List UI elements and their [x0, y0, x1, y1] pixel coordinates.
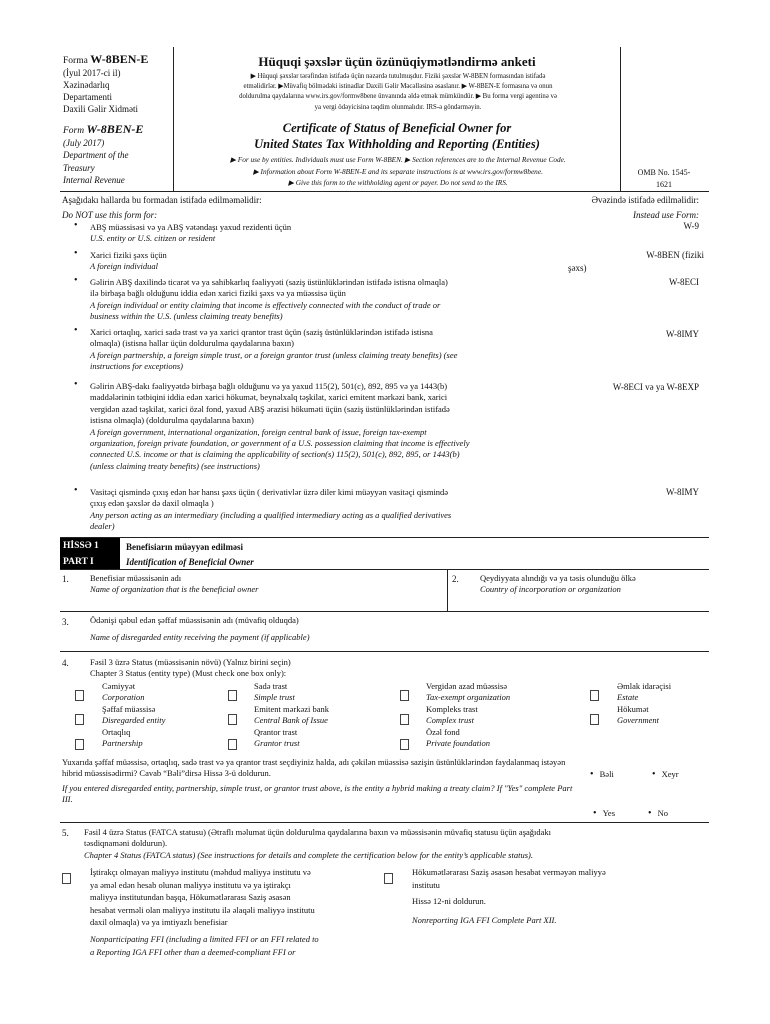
checkbox-private-foundation[interactable] [400, 739, 409, 750]
line5-az-1: Fəsil 4 üzrə Status (FATCA statusu) (Ətraflı məlumat üçün doldurulma qaydalarına baxın və müəssisənin müvafiq statusu üçün aşağıdakı [84, 827, 552, 837]
option-az: Emitent mərkəzi bank [254, 703, 330, 714]
usage-item-3 [62, 327, 582, 373]
checkbox-estate[interactable] [590, 690, 599, 701]
title-en-2: United States Tax Withholding and Reporting (Entities) [254, 137, 540, 151]
instructions-en [178, 154, 618, 189]
checkbox-tax-exempt[interactable] [400, 690, 409, 701]
yes-az-label: Bəli [599, 769, 614, 779]
form-meta-en [63, 137, 129, 186]
entity-type-col-2 [254, 681, 329, 749]
usage-en-line: instructions for exceptions) [90, 361, 184, 372]
line4-bottom-rule [60, 822, 709, 823]
line3-field[interactable] [90, 615, 590, 642]
line5-heading [84, 827, 709, 861]
bullet-icon: • [74, 248, 78, 259]
department-en-1: Department of the [63, 150, 129, 161]
department-en-2: Treasury [63, 162, 95, 173]
usage-left-heading-az: Aşağıdakı hallarda bu formadan istifadə edilməməlidir: [62, 195, 262, 205]
irs-en: Internal Revenue [63, 174, 125, 185]
usage-form-w8eci-w8exp: W-8ECI və ya W-8EXP [612, 382, 699, 392]
bullet-icon: • [648, 808, 652, 819]
hybrid-question-en [62, 783, 707, 806]
checkbox-partnership[interactable] [75, 739, 84, 750]
fatca-left-az: İştirakçı olmayan maliyyə institutu (məhdud maliyyə institutu və [90, 867, 311, 877]
line2-number: 2. [452, 574, 459, 584]
bullet-icon: • [590, 769, 594, 780]
option-en: Grantor trust [254, 738, 300, 749]
usage-item-3-text [90, 327, 582, 373]
line4-label-en: Chapter 3 Status (entity type) (Must check one box only): [90, 668, 287, 679]
fatca-left-az: daxil olmaqla) və ya imtiyazlı benefisiar [90, 917, 228, 928]
option-en: Partnership [102, 738, 143, 749]
bullet-icon: • [74, 275, 78, 286]
usage-en-line: organization, foreign private foundation, or government of a U.S. possession claiming that income is effectively [90, 438, 470, 449]
header-bottom-rule [60, 191, 709, 192]
line4-label-az: Fəsil 3 üzrə Status (müəssisənin növü) (Yalnız birini seçin) [90, 657, 291, 667]
usage-en-line: (unless claiming treaty benefits) (see instructions) [90, 460, 260, 471]
line3-label-az: Ödənişi qəbul edən şəffaf müəssisənin adı (müvafiq olduqda) [90, 615, 299, 625]
line1-number: 1. [62, 574, 69, 584]
usage-right-heading-en [633, 210, 699, 232]
checkbox-government[interactable] [590, 714, 599, 725]
usage-item-2-text [90, 277, 582, 323]
instructions-az [178, 72, 618, 113]
line3-number: 3. [62, 617, 69, 627]
usage-right-en-1: Instead use Form: [633, 210, 699, 220]
option-az: Kompleks trast [426, 703, 478, 714]
part1-top-rule [60, 537, 709, 538]
hybrid-az-1: Yuxarıda şəffaf müəssisə, ortaqlıq, sadə trast və ya qrantor trast seçdiyiniz halda, adı çəkilən müəssisə sazişin üstünlüklərindən faydalanmaq istəyən [62, 757, 566, 767]
option-en: Private foundation [426, 738, 490, 749]
instr-en-2: ▶ Information about Form W-8BEN-E and its separate instructions is at www.irs.gov/formw8bene. [253, 166, 543, 176]
omb-number [624, 167, 704, 191]
line2-label-az: Qeydiyyata alındığı və ya təsis olunduğu ölkə [480, 573, 636, 583]
option-en: Tax-exempt organization [426, 692, 511, 703]
usage-az-line: ABŞ müəssisəsi və ya ABŞ vətəndaşı yaxud rezidenti üçün [90, 222, 292, 232]
option-en: Estate [617, 692, 639, 703]
checkbox-disregarded-entity[interactable] [75, 714, 84, 725]
irs-az: Daxili Gəlir Xidməti [63, 104, 138, 114]
usage-item-1-text [90, 250, 562, 273]
revision-az: (İyul 2017-ci il) [63, 68, 121, 78]
fatca-left-az: ya əməl edən hesab olunan maliyyə institutu və ya iştirakçı [90, 879, 291, 890]
usage-left-heading-en: Do NOT use this form for: [62, 210, 158, 220]
line2-label-en: Country of incorporation or organization [480, 584, 621, 595]
option-en: Simple trust [254, 692, 295, 703]
entity-type-col-4 [617, 681, 671, 727]
radio-no-az[interactable] [652, 769, 679, 780]
fatca-left-en: Nonparticipating FFI (including a limited FFI or an FFI related to [90, 933, 319, 944]
line5-number: 5. [62, 828, 69, 838]
usage-item-4-text [90, 381, 582, 472]
option-en: Central Bank of Issue [254, 715, 328, 726]
option-az: Ortaqlıq [102, 726, 131, 737]
usage-az-line: olmaqla) (istisna hallar üçün doldurulma qaydalarına baxın) [90, 338, 294, 349]
line4-heading [90, 657, 291, 680]
form-id-en [63, 122, 143, 137]
no-en-label: No [657, 808, 669, 818]
title-en [174, 120, 620, 152]
form-prefix-en: Form [63, 126, 85, 136]
fatca-left-en: a Reporting IGA FFI other than a deemed-compliant FFI or [90, 946, 296, 957]
instr-az-1: ▶ Hüquqi şəxslər tərəfindən istifadə üçün nəzərdə tutulmuşdur. Fiziki şəxslər W-8BEN formasından istifadə [250, 73, 546, 80]
option-az: Şəffaf müəssisə [102, 703, 156, 714]
usage-en-line: business within the U.S. (unless claiming treaty benefits) [90, 311, 283, 322]
revision-en: (July 2017) [63, 138, 105, 148]
form-code-en: W-8BEN-E [86, 122, 144, 136]
entity-type-col-3 [426, 681, 510, 749]
instr-az-3: doldurulma qaydalarına www.irs.gov/formw8bene ünvanında əldə etmək mümkündür. ▶ Bu forma vergi agentinə və [239, 93, 557, 101]
hybrid-az-2: hibrid müəssisədirmi? Cavab “Bəli”dirsə Hissə 3-ü doldurun. [62, 768, 271, 779]
usage-item-2 [62, 277, 582, 323]
usage-item-0 [62, 222, 562, 245]
usage-form-w8ben [568, 249, 704, 275]
usage-en-line: A foreign individual [90, 261, 158, 272]
checkbox-corporation[interactable] [75, 690, 84, 701]
header-divider-right [620, 47, 621, 192]
hybrid-en-2: III. [62, 794, 73, 805]
usage-az-line: Xarici ortaqlıq, xarici sadə trast və ya xarici qrantor trast üçün (saziş üstünlüklərindən istifadə istisna [90, 327, 433, 337]
department-az-1: Xəzinədarlıq [63, 80, 110, 90]
bullet-icon: • [74, 485, 78, 496]
usage-az-line: maddələrinin tətbiqini iddia edən xarici hökumət, beynəlxalq təşkilat, xarici emitent mərkəzi bank, xarici [90, 392, 448, 403]
title-en-1: Certificate of Status of Beneficial Owner for [282, 121, 512, 135]
part1-title-en: Identification of Beneficial Owner [126, 557, 254, 567]
usage-en-line: A foreign individual or entity claiming that income is effectively connected with the conduct of trade or [90, 299, 441, 310]
fatca-right-az: Hökumətlərarası Saziş əsasən hesabat verməyən maliyyə [412, 867, 606, 877]
title-az: Hüquqi şəxslər üçün özünüqiymətləndirmə anketi [258, 54, 536, 69]
bullet-icon: • [74, 220, 78, 231]
usage-item-5-text [90, 487, 582, 533]
omb-line-2: 1621 [656, 180, 672, 189]
option-en: Disregarded entity [102, 715, 166, 726]
usage-form-w8imy-2: W-8IMY [666, 487, 699, 497]
usage-az-line: Vasitəçi qismində çıxış edən hər hansı şəxs üçün ( derivativlər üzrə diler kimi müəyyən vasitəçi qismində [90, 487, 449, 497]
usage-item-5 [62, 487, 582, 533]
fatca-right-az: Hissə 12-ni doldurun. [412, 896, 486, 907]
usage-az-line: vergidən azad təşkilat, xarici özəl fond, yaxud ABŞ ərazisi hökuməti üçün (saziş üstünlüklərindən istifadə [90, 403, 450, 414]
part1-label-az: HİSSƏ 1 [63, 541, 99, 551]
part1-label-en: PART I [63, 557, 94, 567]
part1-title-az: Benefisiarın müəyyən edilməsi [126, 542, 243, 552]
option-az: Hökumət [617, 703, 649, 714]
bullet-icon: • [74, 379, 78, 390]
option-az: Özəl fond [426, 726, 460, 737]
fatca-left-az: hesabat verməli olan maliyyə institutu ilə əlaqəli maliyyə institutu [90, 904, 315, 915]
checkbox-complex-trust[interactable] [400, 714, 409, 725]
line1-line2-divider [447, 569, 448, 611]
instr-en-1: ▶ For use by entities. Individuals must use Form W-8BEN. ▶ Section references are to the Internal Revenue Code. [230, 155, 566, 164]
line3-bottom-rule [60, 651, 709, 652]
form-prefix-az: Forma [63, 56, 88, 66]
option-az: Sadə trast [254, 681, 288, 691]
checkbox-nonparticipating-ffi[interactable] [62, 873, 71, 884]
option-az: Əmlak idarəçisi [617, 681, 672, 691]
line1-label-en: Name of organization that is the beneficial owner [90, 584, 259, 595]
usage-form-1: W-8BEN (fiziki [646, 250, 704, 260]
usage-item-4 [62, 381, 582, 472]
instr-az-4: ya vergi ödəyicisinə təqdim olunmalıdır. IRS-ə göndərməyin. [314, 103, 482, 111]
option-en: Corporation [102, 692, 145, 703]
instr-en-3: ▶ Give this form to the withholding agent or payer. Do not send to the IRS. [288, 178, 508, 187]
option-az: Vergidən azad müəssisə [426, 681, 508, 691]
usage-form-w9: W-9 [683, 221, 699, 231]
fatca-right-option [412, 866, 702, 926]
usage-en-line: U.S. entity or U.S. citizen or resident [90, 233, 216, 244]
usage-en-line: A foreign partnership, a foreign simple trust, or a foreign grantor trust (unless claiming treaty benefits) (see [90, 349, 458, 360]
usage-form-w8imy-1: W-8IMY [666, 329, 699, 339]
checkbox-central-bank[interactable] [228, 714, 237, 725]
radio-no-en[interactable] [648, 808, 668, 819]
usage-az-line: istisna olmaqla) (doldurulma qaydalarına baxın) [90, 415, 254, 426]
usage-right-heading-az: Əvəzində istifadə edilməlidir: [591, 195, 699, 205]
line2-bottom-rule [60, 611, 709, 612]
radio-yes-en[interactable] [593, 808, 615, 819]
entity-type-col-1 [102, 681, 165, 749]
part1-bottom-rule [60, 569, 709, 570]
instr-az-2: etməlidirlər. ▶Müvafiq bölmədəki istinadlar Daxili Gəlir Məcəlləsinə əsaslanır. ▶ W-8BEN-E formasına və onun [243, 83, 553, 91]
option-az: Cəmiyyət [102, 681, 136, 691]
fatca-right-az: institutu [412, 879, 440, 890]
line4-number: 4. [62, 658, 69, 668]
line5-en: Chapter 4 Status (FATCA status) (See instructions for details and complete the certification below for the entity’s applicable status). [84, 849, 533, 860]
option-az: Qrantor trast [254, 726, 298, 737]
usage-az-line: Gəlirin ABŞ-dakı fəaliyyətdə birbaşa bağlı olduğunu və ya yaxud 115(2), 501(c), 892, 895 və ya 1443(b) [90, 381, 448, 391]
hybrid-en-1: If you entered disregarded entity, partnership, simple trust, or grantor trust above, is the entity a hybrid making a treaty claim? If "Yes" complete Part [62, 783, 573, 793]
part1-label-block [60, 538, 120, 570]
option-en: Government [617, 715, 660, 726]
line1-field[interactable] [90, 573, 410, 596]
usage-form-w8eci: W-8ECI [669, 277, 699, 287]
radio-yes-az[interactable] [590, 769, 614, 780]
line2-field[interactable] [480, 573, 705, 596]
fatca-left-az: maliyyə institutundan başqa, Hökumətlərarası Saziş əsasən [90, 892, 291, 903]
checkbox-nonreporting-iga-ffi[interactable] [384, 873, 393, 884]
fatca-left-option [90, 866, 380, 958]
fatca-right-en: Nonreporting IGA FFI Complete Part XII. [412, 914, 557, 925]
checkbox-grantor-trust[interactable] [228, 739, 237, 750]
usage-az-line: çıxış edən şəxslər də daxil olmaqla ) [90, 498, 214, 509]
department-az-2: Departamenti [63, 92, 112, 102]
usage-item-0-text [90, 222, 562, 245]
form-code-az: W-8BEN-E [90, 52, 149, 66]
line3-label-en: Name of disregarded entity receiving the payment (if applicable) [90, 632, 310, 642]
usage-item-1 [62, 250, 562, 273]
form-meta-az [63, 67, 138, 115]
no-az-label: Xeyr [661, 769, 679, 779]
usage-form-2: şəxs) [568, 263, 587, 273]
usage-az-line: ilə birbaşa bağlı olduğunu iddia edən xarici fiziki şəxs və ya müəssisə üçün [90, 288, 346, 299]
bullet-icon: • [652, 769, 656, 780]
usage-en-line: A foreign government, international organization, foreign central bank of issue, foreign tax-exempt [90, 426, 427, 437]
usage-az-line: Xarici fiziki şəxs üçün [90, 250, 167, 260]
option-en: Complex trust [426, 715, 474, 726]
usage-en-line: dealer) [90, 521, 115, 532]
yes-en-label: Yes [602, 808, 616, 818]
checkbox-simple-trust[interactable] [228, 690, 237, 701]
usage-en-line: Any person acting as an intermediary (including a qualified intermediary acting as a qualified derivatives [90, 509, 452, 520]
omb-line-1: OMB No. 1545- [637, 168, 691, 177]
bullet-icon: • [74, 325, 78, 336]
line1-label-az: Benefisiar müəssisənin adı [90, 573, 182, 583]
usage-en-line: connected U.S. income or that is claiming the applicability of section(s) 115(2), 501(c), 892, 895, or 1443(b) [90, 449, 460, 460]
usage-az-line: Gəlirin ABŞ daxilində ticarət və ya sahibkarlıq fəaliyyəti (saziş üstünlüklərindən istifadə istisna olmaqla) [90, 277, 448, 287]
bullet-icon: • [593, 808, 597, 819]
form-id-az [63, 52, 148, 67]
line5-az-2: təsdiqnaməni doldurun). [84, 838, 168, 849]
